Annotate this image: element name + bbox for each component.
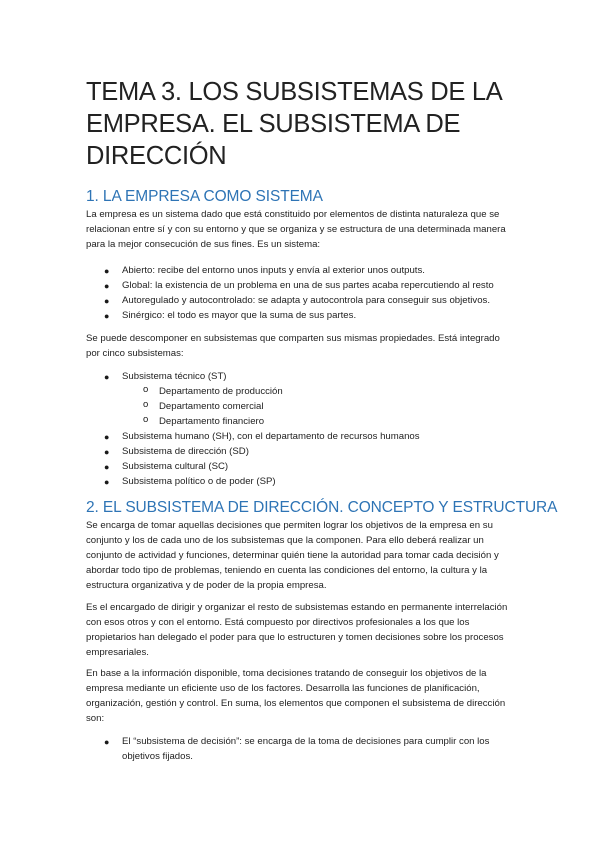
section-2-paragraph-1: Se encarga de tomar aquellas decisiones que permiten lograr los objetivos de la empresa en su conjunto y los de cada uno de los subsistemas que la componen. Para ello deberá realizar un conjunto de actividad y funciones, determinar quién tiene la autoridad para tomar cada decisión y abordar todo tipo de problemas, teniendo en cuenta las condiciones del entorno, la cultura y la estructura organizativa y de poder de la propia empresa.: [86, 520, 499, 591]
section-1-intro: La empresa es un sistema dado que está constituido por elementos de distinta naturaleza que se relacionan entre sí y con su entorno y que se organiza y se estructura de una determinada manera para la mejor consecución de sus fines. Es un sistema:: [86, 209, 506, 250]
list-item: Departamento financiero: [159, 416, 265, 427]
circle-bullet-icon: o: [143, 414, 149, 425]
bullet-icon: ●: [104, 737, 110, 747]
list-item: Autoregulado y autocontrolado: se adapta y autocontrola para conseguir sus objetivos.: [122, 295, 491, 306]
bullet-icon: ●: [104, 477, 110, 487]
list-item: Subsistema técnico (ST): [122, 371, 227, 382]
bullet-icon: ●: [104, 266, 110, 276]
list-item: Global: la existencia de un problema en una de sus partes acaba repercutiendo al resto: [122, 280, 494, 291]
list-item: Subsistema político o de poder (SP): [122, 476, 276, 487]
list-item: Departamento comercial: [159, 401, 264, 412]
page-title: TEMA 3. LOS SUBSISTEMAS DE LA EMPRESA. EL SUBSISTEMA DE DIRECCIÓN: [86, 78, 502, 170]
section-2-paragraph-3: En base a la información disponible, toma decisiones tratando de conseguir los objetivos de la empresa mediante un eficiente uso de los factores. Desarrolla las funciones de planificación, organización, gestión y control. En suma, los elementos que componen el subsistema de dirección son:: [86, 668, 506, 724]
list-item: Abierto: recibe del entorno unos inputs y envía al exterior unos outputs.: [122, 265, 425, 276]
bullet-icon: ●: [104, 372, 110, 382]
section-2-heading: 2. EL SUBSISTEMA DE DIRECCIÓN. CONCEPTO Y ESTRUCTURA: [86, 499, 558, 516]
list-item: Sinérgico: el todo es mayor que la suma de sus partes.: [122, 310, 357, 321]
section-1-heading: 1. LA EMPRESA COMO SISTEMA: [86, 188, 323, 205]
list-item: Departamento de producción: [159, 386, 283, 397]
section-1-paragraph-2: Se puede descomponer en subsistemas que comparten sus mismas propiedades. Está integrado por cinco subsistemas:: [86, 333, 500, 359]
bullet-icon: ●: [104, 296, 110, 306]
bullet-icon: ●: [104, 432, 110, 442]
list-item: Subsistema humano (SH), con el departamento de recursos humanos: [122, 431, 420, 442]
list-item: El “subsistema de decisión”: se encarga de la toma de decisiones para cumplir con los objetivos fijados.: [122, 736, 490, 762]
list-item: Subsistema de dirección (SD): [122, 446, 249, 457]
bullet-icon: ●: [104, 281, 110, 291]
section-2-paragraph-2: Es el encargado de dirigir y organizar el resto de subsistemas estando en permanente interrelación con esos otros y con el entorno. Está compuesto por directivos profesionales a los que los propietarios han delegado el poder para que lo estructuren y tomen decisiones sobre los procesos empresariales.: [86, 602, 508, 658]
list-item: Subsistema cultural (SC): [122, 461, 229, 472]
bullet-icon: ●: [104, 311, 110, 321]
bullet-icon: ●: [104, 447, 110, 457]
circle-bullet-icon: o: [143, 399, 149, 410]
circle-bullet-icon: o: [143, 384, 149, 395]
bullet-icon: ●: [104, 462, 110, 472]
